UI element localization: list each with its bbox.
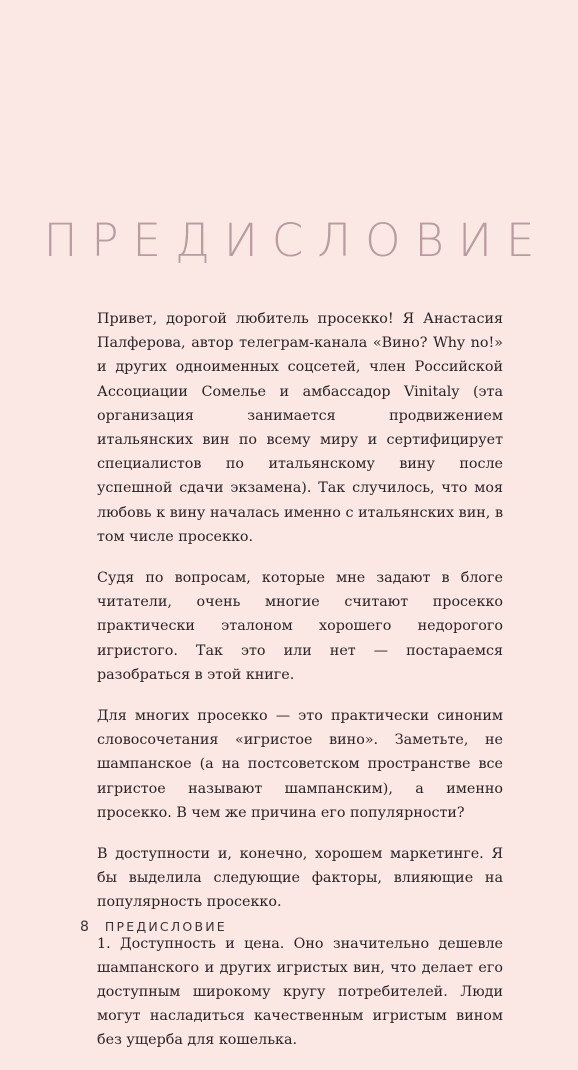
body-text — [97, 307, 503, 1070]
chapter-title: ПРЕДИСЛОВИЕ — [43, 214, 549, 268]
paragraph: В доступности и, конечно, хорошем маркетинге. Я бы выделила следующие факторы, влияющие на популярность просекко. — [97, 846, 503, 911]
paragraph: Судя по вопросам, которые мне задают в блоге читатели, очень многие считают просекко практически эталоном хорошего недорогого игристого. Так это или нет — постараемся разобраться в этой книге. — [97, 570, 503, 683]
running-head: ПРЕДИСЛОВИЕ — [104, 919, 227, 934]
paragraph: Привет, дорогой любитель просекко! Я Анастасия Палферова, автор телеграм-канала «Вино? Why no!» и других одноименных соцсетей, член Российской Ассоциации Сомелье и амбассадор Vinitaly (эта организация занимается продвижением итальянских вин по всему миру и сертифицирует специалистов по итальянскому вину после успешной сдачи экзамена). Так случилось, что моя любовь к вину началась именно с итальянских вин, в том числе просекко. — [97, 311, 503, 545]
paragraph: 1. Доступность и цена. Оно значительно дешевле шампанского и других игристых вин, что делает его доступным широкому кругу потребителей. Люди могут насладиться качественным игристым вином без ущерба для кошелька. — [97, 935, 503, 1049]
page-number: 8 — [80, 919, 89, 935]
page-footer — [80, 917, 227, 937]
paragraph: Для многих просекко — это практически синоним словосочетания «игристое вино». Заметьте, не шампанское (а на постсоветском пространстве все игристое называют шампанским), а именно просекко. В чем же причина его популярности? — [97, 708, 503, 821]
